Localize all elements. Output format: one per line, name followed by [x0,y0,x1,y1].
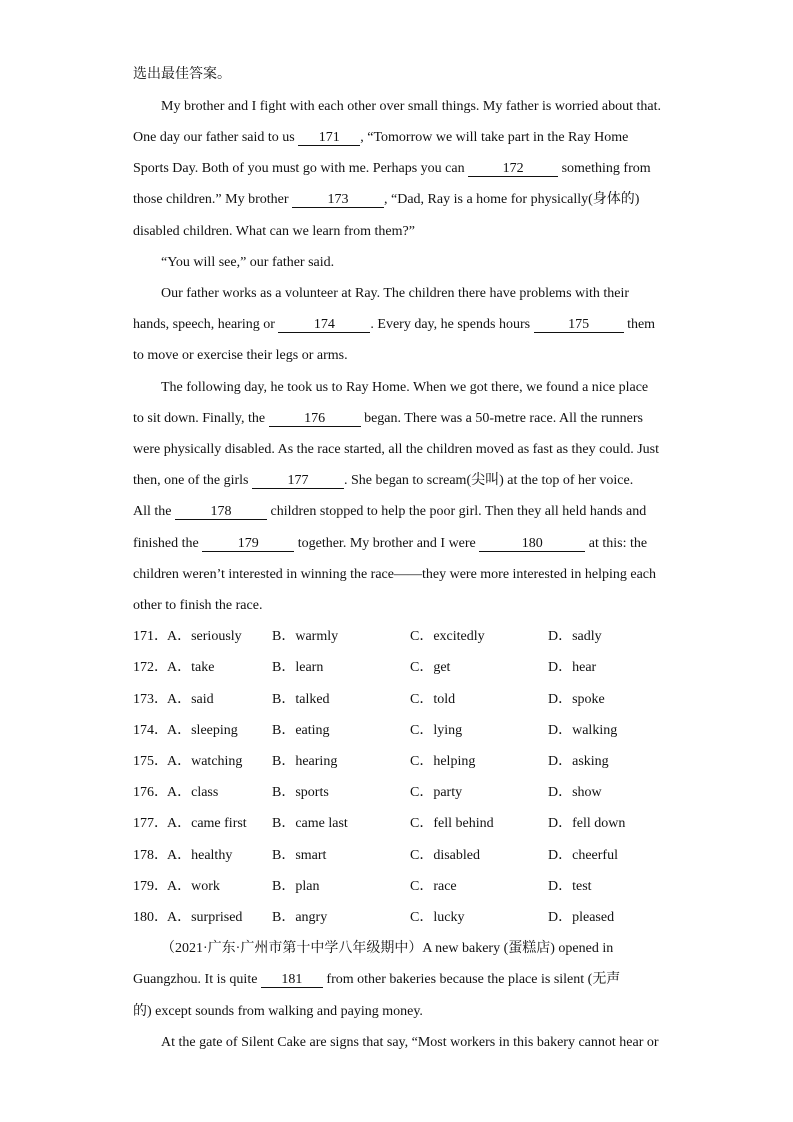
passage-line [133,347,348,365]
question-row [133,815,693,833]
answer-blank[interactable]: 174 [278,317,370,333]
option-a: A．seriously [167,629,242,644]
passage-text: All the [133,504,175,519]
passage-line [133,597,262,615]
answer-blank[interactable]: 171 [298,130,360,146]
question-row [133,628,693,646]
option-c: C．told [410,692,456,707]
passage-text: 的) except sounds from walking and paying money. [133,1004,423,1019]
passage-line [133,191,639,209]
passage-line [161,379,648,397]
option-c: C．disabled [410,848,480,863]
passage-text: At the gate of Silent Cake are signs that say, “Most workers in this bakery cannot hear or [161,1035,659,1050]
option-a: A．said [167,692,214,707]
option-c: C．excitedly [410,629,485,644]
passage-line [133,223,415,241]
option-b: B．hearing [272,754,338,769]
passage-text: One day our father said to us [133,130,299,145]
question-number: 177． [133,816,168,831]
option-c: C．helping [410,754,476,769]
question-row [133,784,693,802]
option-a: A．sleeping [167,723,238,738]
passage-line [133,441,659,459]
passage-text: , “Dad, Ray is a home for physically(身体的) [384,192,640,207]
question-number: 176． [133,785,168,800]
passage-line [133,566,656,584]
option-c: C．party [410,785,463,800]
answer-blank[interactable]: 178 [175,504,267,520]
answer-blank[interactable]: 180 [479,536,585,552]
passage-text: from other bakeries because the place is silent (无声 [322,972,621,987]
question-row [133,753,693,771]
section-heading: 选出最佳答案。 [133,67,231,82]
option-c: C．race [410,879,457,894]
passage-line [161,940,613,958]
option-b: B．sports [272,785,329,800]
question-number: 173． [133,692,168,707]
passage-line [133,503,646,521]
option-d: D．asking [548,754,609,769]
passage-text: at this: the [585,536,648,551]
passage-text: something from [558,161,651,176]
passage-text: （2021·广东·广州市第十中学八年级期中）A new bakery (蛋糕店) opened in [161,941,614,956]
passage-text: to move or exercise their legs or arms. [133,348,348,363]
option-a: A．take [167,660,215,675]
passage-text: My brother and I fight with each other over small things. My father is worried about that. [161,99,661,114]
option-d: D．sadly [548,629,602,644]
question-number: 179． [133,879,168,894]
passage-line [161,254,334,272]
option-b: B．warmly [272,629,339,644]
passage-line [161,98,661,116]
question-number: 174． [133,723,168,738]
passage-text: Our father works as a volunteer at Ray. The children there have problems with their [161,286,630,301]
option-c: C．get [410,660,451,675]
option-b: B．smart [272,848,327,863]
option-c: C．fell behind [410,816,494,831]
option-d: D．test [548,879,592,894]
question-row [133,691,693,709]
question-number: 171． [133,629,168,644]
passage-line [133,971,620,989]
answer-blank[interactable]: 173 [292,192,384,208]
passage-text: those children.” My brother [133,192,293,207]
question-row [133,659,693,677]
question-row [133,722,693,740]
answer-blank[interactable]: 181 [261,972,323,988]
option-b: B．eating [272,723,330,738]
passage-text: other to finish the race. [133,598,263,613]
option-d: D．spoke [548,692,605,707]
option-c: C．lying [410,723,463,738]
passage-text: . She began to scream(尖叫) at the top of her voice. [343,473,634,488]
passage-line [133,472,633,490]
passage-line [161,285,629,303]
passage-text: Guangzhou. It is quite [133,972,261,987]
passage-text: hands, speech, hearing or [133,317,279,332]
option-b: B．angry [272,910,328,925]
answer-blank[interactable]: 179 [202,536,294,552]
question-row [133,878,693,896]
passage-line [133,410,643,428]
option-a: A．came first [167,816,247,831]
option-d: D．pleased [548,910,615,925]
option-a: A．healthy [167,848,233,863]
passage-line [133,316,655,334]
question-number: 172． [133,660,168,675]
option-d: D．hear [548,660,597,675]
option-d: D．show [548,785,602,800]
passage-text: . Every day, he spends hours [370,317,534,332]
option-b: B．talked [272,692,330,707]
option-b: B．plan [272,879,320,894]
passage-line [161,1034,659,1052]
passage-line [133,129,628,147]
passage-text: , “Tomorrow we will take part in the Ray Home [360,130,629,145]
passage-text: “You will see,” our father said. [161,255,335,270]
passage-text: disabled children. What can we learn from them?” [133,224,415,239]
option-b: B．learn [272,660,324,675]
passage-text: finished the [133,536,203,551]
passage-text: to sit down. Finally, the [133,411,269,426]
passage-text: them [623,317,656,332]
passage-text: together. My brother and I were [294,536,480,551]
question-row [133,909,693,927]
option-a: A．watching [167,754,243,769]
answer-blank[interactable]: 176 [269,411,361,427]
question-number: 178． [133,848,168,863]
passage-text: children weren’t interested in winning the race——they were more interested in helping each [133,567,656,582]
passage-text: were physically disabled. As the race started, all the children moved as fast as they could. Just [133,442,660,457]
passage-text: The following day, he took us to Ray Home. When we got there, we found a nice place [161,380,649,395]
passage-text: then, one of the girls [133,473,252,488]
option-a: A．surprised [167,910,243,925]
answer-blank[interactable]: 175 [534,317,624,333]
question-number: 175． [133,754,168,769]
answer-blank[interactable]: 177 [252,473,344,489]
option-d: D．walking [548,723,618,738]
passage-text: began. There was a 50-metre race. All the runners [360,411,643,426]
option-a: A．class [167,785,219,800]
option-d: D．fell down [548,816,626,831]
option-b: B．came last [272,816,348,831]
question-row [133,847,693,865]
option-a: A．work [167,879,220,894]
option-c: C．lucky [410,910,465,925]
passage-line [133,1003,423,1021]
passage-text: Sports Day. Both of you must go with me. Perhaps you can [133,161,469,176]
answer-blank[interactable]: 172 [468,161,558,177]
passage-text: children stopped to help the poor girl. Then they all held hands and [267,504,647,519]
question-number: 180． [133,910,168,925]
option-d: D．cheerful [548,848,618,863]
passage-line [133,535,647,553]
passage-line [133,160,651,178]
